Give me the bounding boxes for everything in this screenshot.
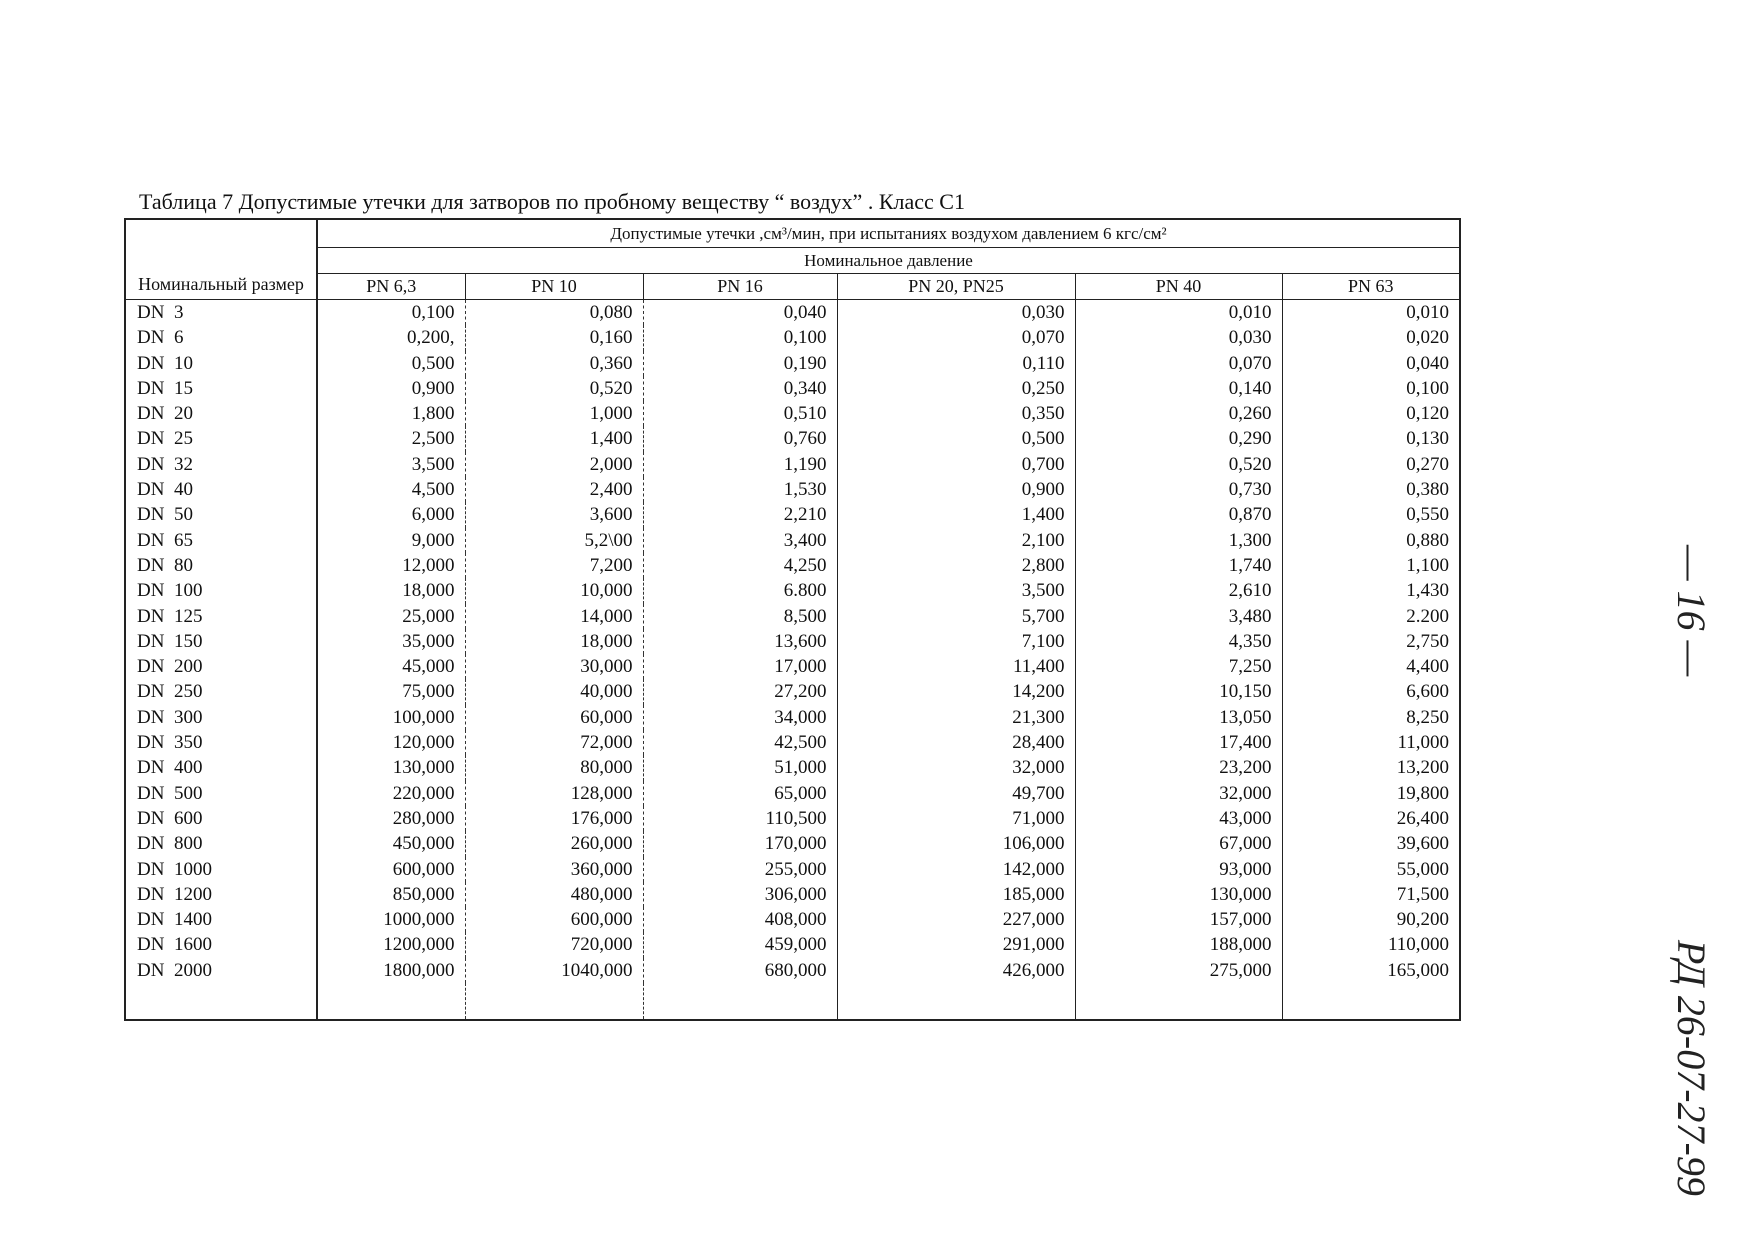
leakage-value-cell: 1,400 xyxy=(465,426,643,451)
table-caption: Таблица 7 Допустимые утечки для затворов по пробному веществу “ воздух” . Класс С1 xyxy=(139,189,965,214)
leakage-value-cell: 13,600 xyxy=(643,629,837,654)
leakage-value-cell: 0,040 xyxy=(1282,351,1460,376)
table-row xyxy=(125,932,1460,957)
leakage-value-cell: 8,500 xyxy=(643,604,837,629)
nominal-size-cell: DN 150 xyxy=(125,629,317,654)
nominal-size-cell: DN 300 xyxy=(125,705,317,730)
nominal-size-cell: DN 200 xyxy=(125,654,317,679)
nominal-size-cell: DN 3 xyxy=(125,300,317,326)
leakage-value-cell: 1200,000 xyxy=(317,932,465,957)
nominal-size-cell: DN 1000 xyxy=(125,857,317,882)
filler-cell xyxy=(643,983,837,1020)
leakage-value-cell: 1,300 xyxy=(1075,528,1282,553)
leakage-value-cell: 14,000 xyxy=(465,604,643,629)
leakage-value-cell: 0,100 xyxy=(317,300,465,326)
page-number: — 16 — xyxy=(1669,545,1714,677)
leakage-value-cell: 0,080 xyxy=(465,300,643,326)
table-row xyxy=(125,502,1460,527)
leakage-value-cell: 0,500 xyxy=(837,426,1075,451)
leakage-value-cell: 0,200, xyxy=(317,325,465,350)
leakage-value-cell: 291,000 xyxy=(837,932,1075,957)
leakage-value-cell: 275,000 xyxy=(1075,958,1282,983)
table-row xyxy=(125,629,1460,654)
leakage-value-cell: 106,000 xyxy=(837,831,1075,856)
leakage-value-cell: 30,000 xyxy=(465,654,643,679)
table-row xyxy=(125,477,1460,502)
leakage-value-cell: 0,760 xyxy=(643,426,837,451)
leakage-value-cell: 0,550 xyxy=(1282,502,1460,527)
leakage-value-cell: 0,190 xyxy=(643,351,837,376)
leakage-value-cell: 42,500 xyxy=(643,730,837,755)
nominal-size-cell: DN 250 xyxy=(125,679,317,704)
nominal-size-cell: DN 50 xyxy=(125,502,317,527)
leakage-value-cell: 18,000 xyxy=(317,578,465,603)
leakage-value-cell: 9,000 xyxy=(317,528,465,553)
leakage-value-cell: 0,700 xyxy=(837,452,1075,477)
leakage-value-cell: 306,000 xyxy=(643,882,837,907)
leakage-value-cell: 1,400 xyxy=(837,502,1075,527)
document-code: РД 26-07-27-99 xyxy=(1669,940,1714,1196)
leakage-value-cell: 2,750 xyxy=(1282,629,1460,654)
leakage-value-cell: 100,000 xyxy=(317,705,465,730)
table-bottom-filler xyxy=(125,983,1460,1020)
nominal-size-cell: DN 1400 xyxy=(125,907,317,932)
nominal-size-cell: DN 80 xyxy=(125,553,317,578)
leakage-value-cell: 0,070 xyxy=(837,325,1075,350)
leakage-value-cell: 2.200 xyxy=(1282,604,1460,629)
nominal-size-cell: DN 32 xyxy=(125,452,317,477)
leakage-value-cell: 10,000 xyxy=(465,578,643,603)
pressure-column-header: PN 20, PN25 xyxy=(837,274,1075,300)
leakage-value-cell: 0,520 xyxy=(1075,452,1282,477)
filler-cell xyxy=(465,983,643,1020)
nominal-size-cell: DN 350 xyxy=(125,730,317,755)
leakage-value-cell: 10,150 xyxy=(1075,679,1282,704)
leakage-value-cell: 7,100 xyxy=(837,629,1075,654)
leakage-value-cell: 1,430 xyxy=(1282,578,1460,603)
leakage-value-cell: 280,000 xyxy=(317,806,465,831)
leakage-value-cell: 157,000 xyxy=(1075,907,1282,932)
leakage-value-cell: 0,070 xyxy=(1075,351,1282,376)
leakage-value-cell: 0,730 xyxy=(1075,477,1282,502)
leakage-value-cell: 90,200 xyxy=(1282,907,1460,932)
leakage-value-cell: 13,200 xyxy=(1282,755,1460,780)
leakage-value-cell: 0,290 xyxy=(1075,426,1282,451)
leakage-value-cell: 2,400 xyxy=(465,477,643,502)
leakage-header: Допустимые утечки ,см³/мин, при испытаниях воздухом давлением 6 кгс/см² xyxy=(317,219,1460,248)
filler-cell xyxy=(1282,983,1460,1020)
leakage-value-cell: 2,100 xyxy=(837,528,1075,553)
nominal-size-cell: DN 125 xyxy=(125,604,317,629)
leakage-value-cell: 80,000 xyxy=(465,755,643,780)
leakage-value-cell: 0,250 xyxy=(837,376,1075,401)
leakage-value-cell: 2,500 xyxy=(317,426,465,451)
leakage-value-cell: 26,400 xyxy=(1282,806,1460,831)
leakage-value-cell: 165,000 xyxy=(1282,958,1460,983)
table-row xyxy=(125,882,1460,907)
leakage-value-cell: 7,200 xyxy=(465,553,643,578)
leakage-value-cell: 1,800 xyxy=(317,401,465,426)
table-row xyxy=(125,604,1460,629)
leakage-value-cell: 0,120 xyxy=(1282,401,1460,426)
leakage-value-cell: 110,000 xyxy=(1282,932,1460,957)
leakage-value-cell: 170,000 xyxy=(643,831,837,856)
pressure-column-header: PN 63 xyxy=(1282,274,1460,300)
nominal-size-cell: DN 65 xyxy=(125,528,317,553)
leakage-value-cell: 0,160 xyxy=(465,325,643,350)
leakage-value-cell: 360,000 xyxy=(465,857,643,882)
filler-cell xyxy=(837,983,1075,1020)
table-row xyxy=(125,578,1460,603)
leakage-value-cell: 2,610 xyxy=(1075,578,1282,603)
leakage-value-cell: 130,000 xyxy=(1075,882,1282,907)
leakage-value-cell: 2,000 xyxy=(465,452,643,477)
table-row xyxy=(125,679,1460,704)
table-row xyxy=(125,755,1460,780)
nominal-size-cell: DN 800 xyxy=(125,831,317,856)
leakage-table xyxy=(124,218,1461,1021)
table-row xyxy=(125,781,1460,806)
leakage-value-cell: 0,510 xyxy=(643,401,837,426)
leakage-value-cell: 176,000 xyxy=(465,806,643,831)
leakage-value-cell: 17,400 xyxy=(1075,730,1282,755)
leakage-value-cell: 11,400 xyxy=(837,654,1075,679)
leakage-value-cell: 1040,000 xyxy=(465,958,643,983)
table-row xyxy=(125,300,1460,326)
leakage-value-cell: 4,350 xyxy=(1075,629,1282,654)
leakage-value-cell: 21,300 xyxy=(837,705,1075,730)
leakage-value-cell: 0,360 xyxy=(465,351,643,376)
leakage-value-cell: 6.800 xyxy=(643,578,837,603)
leakage-value-cell: 0,260 xyxy=(1075,401,1282,426)
leakage-value-cell: 45,000 xyxy=(317,654,465,679)
nominal-size-cell: DN 1200 xyxy=(125,882,317,907)
leakage-value-cell: 0,340 xyxy=(643,376,837,401)
filler-cell xyxy=(125,983,317,1020)
leakage-value-cell: 3,480 xyxy=(1075,604,1282,629)
leakage-value-cell: 1,190 xyxy=(643,452,837,477)
leakage-value-cell: 75,000 xyxy=(317,679,465,704)
pressure-column-header: PN 6,3 xyxy=(317,274,465,300)
nominal-size-cell: DN 10 xyxy=(125,351,317,376)
leakage-value-cell: 18,000 xyxy=(465,629,643,654)
leakage-value-cell: 1,100 xyxy=(1282,553,1460,578)
leakage-value-cell: 25,000 xyxy=(317,604,465,629)
leakage-value-cell: 600,000 xyxy=(317,857,465,882)
leakage-value-cell: 4,250 xyxy=(643,553,837,578)
table-row xyxy=(125,958,1460,983)
leakage-value-cell: 6,000 xyxy=(317,502,465,527)
table-row xyxy=(125,325,1460,350)
table-row xyxy=(125,376,1460,401)
leakage-value-cell: 67,000 xyxy=(1075,831,1282,856)
leakage-value-cell: 0,030 xyxy=(837,300,1075,326)
leakage-value-cell: 220,000 xyxy=(317,781,465,806)
leakage-value-cell: 0,380 xyxy=(1282,477,1460,502)
leakage-value-cell: 11,000 xyxy=(1282,730,1460,755)
leakage-value-cell: 2,800 xyxy=(837,553,1075,578)
leakage-value-cell: 0,100 xyxy=(1282,376,1460,401)
leakage-value-cell: 480,000 xyxy=(465,882,643,907)
leakage-value-cell: 185,000 xyxy=(837,882,1075,907)
leakage-value-cell: 1000,000 xyxy=(317,907,465,932)
nominal-size-cell: DN 400 xyxy=(125,755,317,780)
nominal-size-cell: DN 500 xyxy=(125,781,317,806)
leakage-value-cell: 93,000 xyxy=(1075,857,1282,882)
leakage-value-cell: 0,130 xyxy=(1282,426,1460,451)
leakage-value-cell: 1,740 xyxy=(1075,553,1282,578)
leakage-value-cell: 5,700 xyxy=(837,604,1075,629)
leakage-value-cell: 128,000 xyxy=(465,781,643,806)
leakage-value-cell: 0,010 xyxy=(1282,300,1460,326)
leakage-value-cell: 600,000 xyxy=(465,907,643,932)
leakage-value-cell: 0,100 xyxy=(643,325,837,350)
table-row xyxy=(125,452,1460,477)
leakage-value-cell: 1,000 xyxy=(465,401,643,426)
leakage-value-cell: 51,000 xyxy=(643,755,837,780)
leakage-value-cell: 450,000 xyxy=(317,831,465,856)
leakage-value-cell: 4,500 xyxy=(317,477,465,502)
leakage-value-cell: 0,010 xyxy=(1075,300,1282,326)
leakage-value-cell: 110,500 xyxy=(643,806,837,831)
leakage-value-cell: 23,200 xyxy=(1075,755,1282,780)
leakage-value-cell: 5,2\00 xyxy=(465,528,643,553)
nominal-pressure-header: Номинальное давление xyxy=(317,248,1460,274)
nominal-size-cell: DN 100 xyxy=(125,578,317,603)
table-row xyxy=(125,705,1460,730)
leakage-value-cell: 0,110 xyxy=(837,351,1075,376)
leakage-value-cell: 408,000 xyxy=(643,907,837,932)
leakage-value-cell: 0,870 xyxy=(1075,502,1282,527)
nominal-size-cell: DN 15 xyxy=(125,376,317,401)
nominal-size-cell: DN 40 xyxy=(125,477,317,502)
leakage-value-cell: 0,040 xyxy=(643,300,837,326)
table-row xyxy=(125,528,1460,553)
nominal-size-cell: DN 20 xyxy=(125,401,317,426)
leakage-value-cell: 255,000 xyxy=(643,857,837,882)
leakage-value-cell: 426,000 xyxy=(837,958,1075,983)
leakage-value-cell: 188,000 xyxy=(1075,932,1282,957)
leakage-value-cell: 72,000 xyxy=(465,730,643,755)
leakage-value-cell: 3,500 xyxy=(317,452,465,477)
leakage-value-cell: 35,000 xyxy=(317,629,465,654)
table-row xyxy=(125,730,1460,755)
leakage-value-cell: 459,000 xyxy=(643,932,837,957)
leakage-value-cell: 260,000 xyxy=(465,831,643,856)
leakage-value-cell: 8,250 xyxy=(1282,705,1460,730)
pressure-column-header: PN 16 xyxy=(643,274,837,300)
nominal-size-cell: DN 2000 xyxy=(125,958,317,983)
leakage-value-cell: 12,000 xyxy=(317,553,465,578)
leakage-value-cell: 3,600 xyxy=(465,502,643,527)
leakage-value-cell: 0,520 xyxy=(465,376,643,401)
leakage-value-cell: 130,000 xyxy=(317,755,465,780)
leakage-value-cell: 7,250 xyxy=(1075,654,1282,679)
table-row xyxy=(125,806,1460,831)
leakage-value-cell: 720,000 xyxy=(465,932,643,957)
leakage-value-cell: 3,400 xyxy=(643,528,837,553)
leakage-value-cell: 17,000 xyxy=(643,654,837,679)
table-row xyxy=(125,351,1460,376)
table-row xyxy=(125,831,1460,856)
leakage-value-cell: 32,000 xyxy=(837,755,1075,780)
leakage-value-cell: 71,500 xyxy=(1282,882,1460,907)
leakage-value-cell: 14,200 xyxy=(837,679,1075,704)
leakage-value-cell: 0,270 xyxy=(1282,452,1460,477)
leakage-value-cell: 55,000 xyxy=(1282,857,1460,882)
leakage-value-cell: 49,700 xyxy=(837,781,1075,806)
leakage-value-cell: 65,000 xyxy=(643,781,837,806)
pressure-column-header: PN 40 xyxy=(1075,274,1282,300)
pressure-column-header: PN 10 xyxy=(465,274,643,300)
nominal-size-header: Номинальный размер xyxy=(125,219,317,300)
leakage-value-cell: 1800,000 xyxy=(317,958,465,983)
leakage-value-cell: 39,600 xyxy=(1282,831,1460,856)
leakage-value-cell: 0,880 xyxy=(1282,528,1460,553)
leakage-value-cell: 0,020 xyxy=(1282,325,1460,350)
leakage-value-cell: 6,600 xyxy=(1282,679,1460,704)
leakage-value-cell: 120,000 xyxy=(317,730,465,755)
leakage-value-cell: 19,800 xyxy=(1282,781,1460,806)
table-row xyxy=(125,401,1460,426)
table-row xyxy=(125,553,1460,578)
nominal-size-cell: DN 1600 xyxy=(125,932,317,957)
leakage-value-cell: 2,210 xyxy=(643,502,837,527)
leakage-value-cell: 0,350 xyxy=(837,401,1075,426)
table-row xyxy=(125,426,1460,451)
leakage-value-cell: 27,200 xyxy=(643,679,837,704)
table-row xyxy=(125,907,1460,932)
leakage-value-cell: 0,900 xyxy=(317,376,465,401)
nominal-size-cell: DN 6 xyxy=(125,325,317,350)
leakage-value-cell: 40,000 xyxy=(465,679,643,704)
table-row xyxy=(125,654,1460,679)
leakage-value-cell: 1,530 xyxy=(643,477,837,502)
leakage-value-cell: 3,500 xyxy=(837,578,1075,603)
table-row xyxy=(125,857,1460,882)
nominal-size-cell: DN 25 xyxy=(125,426,317,451)
leakage-value-cell: 680,000 xyxy=(643,958,837,983)
leakage-value-cell: 142,000 xyxy=(837,857,1075,882)
leakage-value-cell: 43,000 xyxy=(1075,806,1282,831)
leakage-value-cell: 32,000 xyxy=(1075,781,1282,806)
leakage-value-cell: 34,000 xyxy=(643,705,837,730)
leakage-value-cell: 0,500 xyxy=(317,351,465,376)
leakage-value-cell: 60,000 xyxy=(465,705,643,730)
filler-cell xyxy=(317,983,465,1020)
filler-cell xyxy=(1075,983,1282,1020)
leakage-value-cell: 0,030 xyxy=(1075,325,1282,350)
leakage-value-cell: 227,000 xyxy=(837,907,1075,932)
leakage-value-cell: 4,400 xyxy=(1282,654,1460,679)
leakage-value-cell: 28,400 xyxy=(837,730,1075,755)
leakage-value-cell: 0,900 xyxy=(837,477,1075,502)
leakage-value-cell: 13,050 xyxy=(1075,705,1282,730)
leakage-value-cell: 0,140 xyxy=(1075,376,1282,401)
nominal-size-cell: DN 600 xyxy=(125,806,317,831)
leakage-value-cell: 71,000 xyxy=(837,806,1075,831)
leakage-value-cell: 850,000 xyxy=(317,882,465,907)
